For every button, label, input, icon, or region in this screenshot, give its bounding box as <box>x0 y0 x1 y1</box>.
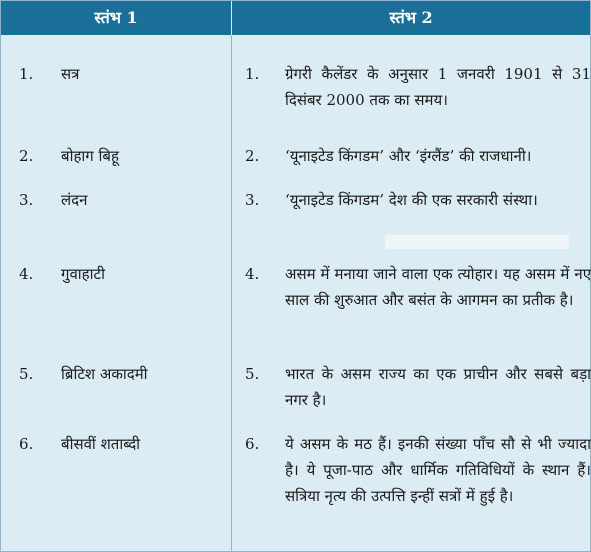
row-6-right-number: 6. <box>245 435 260 453</box>
row-5-left-number: 5. <box>19 365 34 383</box>
row-4-right-text: असम में मनाया जाने वाला एक त्योहार। यह असम में नए साल की शुरुआत और बसंत के आगमन का प्रतीक है। <box>285 265 591 309</box>
row-4-left-number: 4. <box>19 265 34 283</box>
row-1-left-number: 1. <box>19 65 34 83</box>
row-5-right-text: भारत के असम राज्य का एक प्राचीन और सबसे बड़ा नगर है। <box>285 365 591 409</box>
row-2-right-text: ‘यूनाइटेड किंगडम’ और ‘इंग्लैंड’ की राजधानी। <box>285 147 532 165</box>
row-2-left-text: बोहाग बिहू <box>61 147 119 165</box>
row-3-left-text: लंदन <box>61 191 88 209</box>
row-1-right-text: ग्रेगरी कैलेंडर के अनुसार 1 जनवरी 1901 से 31 दिसंबर 2000 तक का समय। <box>285 65 591 109</box>
column-divider <box>231 35 232 551</box>
row-1-right-number: 1. <box>245 65 260 83</box>
row-4-left-text: गुवाहाटी <box>61 265 105 283</box>
column-1-header: स्तंभ 1 <box>94 8 138 27</box>
row-6-right-text: ये असम के मठ हैं। इनकी संख्या पाँच सौ से भी ज्यादा है। ये पूजा-पाठ और धार्मिक गतिविधियों के स्थान हैं। सत्रिया नृत्य की उत्पत्ति इन्हीं सत्रों में हुई है। <box>285 435 591 505</box>
row-2-right-number: 2. <box>245 147 260 165</box>
row-5-left-text: ब्रिटिश अकादमी <box>61 365 148 383</box>
row-2-left-number: 2. <box>19 147 34 165</box>
row-6-left-number: 6. <box>19 435 34 453</box>
scan-smudge <box>385 235 569 249</box>
row-3-right-number: 3. <box>245 191 260 209</box>
row-6-left-text: बीसवीं शताब्दी <box>61 435 141 453</box>
row-3-right-text: ‘यूनाइटेड किंगडम’ देश की एक सरकारी संस्था। <box>285 191 538 209</box>
row-1-left-text: सत्र <box>61 65 80 83</box>
row-5-right-number: 5. <box>245 365 260 383</box>
column-2-header: स्तंभ 2 <box>389 8 433 27</box>
row-3-left-number: 3. <box>19 191 34 209</box>
table-header <box>1 1 590 35</box>
row-4-right-number: 4. <box>245 265 260 283</box>
